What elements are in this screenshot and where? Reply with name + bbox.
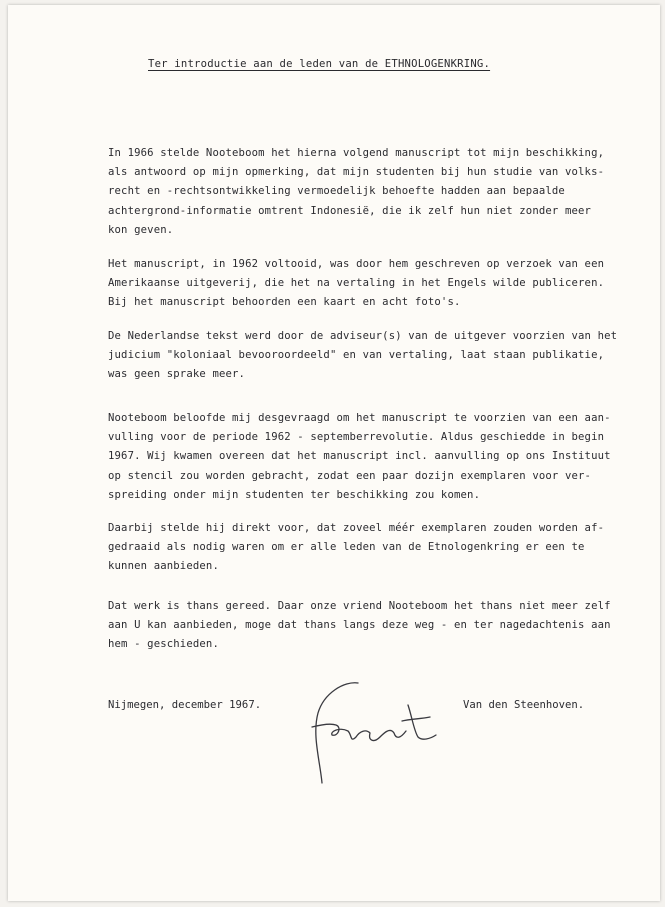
letter-sheet (8, 5, 660, 901)
paragraph-line: De Nederlandse tekst werd door de adviseur(s) van de uitgever voorzien van het (108, 330, 618, 342)
paragraph-2 (108, 255, 628, 313)
place-date: Nijmegen, december 1967. (108, 699, 262, 711)
paragraph-line: In 1966 stelde Nooteboom het hierna volgend manuscript tot mijn beschikking, (108, 147, 605, 159)
paragraph-line: Nooteboom beloofde mij desgevraagd om het manuscript te voorzien van een aan- (108, 412, 611, 424)
paragraph-line: kon geven. (108, 223, 174, 236)
paragraph-line: Daarbij stelde hij direkt voor, dat zoveel méér exemplaren zouden worden af- (108, 522, 605, 534)
paragraph-6 (108, 597, 628, 655)
signatory-name: Van den Steenhoven. (463, 699, 585, 711)
paragraph-line: Amerikaanse uitgeverij, die het na vertaling in het Engels wilde publiceren. (108, 277, 605, 290)
paragraph-line: hem - geschieden. (108, 638, 219, 651)
paragraph-line: kunnen aanbieden. (108, 560, 219, 573)
paragraph-line: recht en -rechtsontwikkeling vermoedelijk behoefte hadden aan bepaalde (108, 185, 565, 198)
handwritten-signature (296, 665, 446, 795)
paragraph-line: spreiding onder mijn studenten ter beschikking zou komen. (108, 488, 481, 501)
paragraph-line: achtergrond-informatie omtrent Indonesië, die ik zelf hun niet zonder meer (108, 204, 592, 217)
paragraph-line: vulling voor de periode 1962 - septemberrevolutie. Aldus geschiedde in begin (108, 431, 605, 444)
letter-title: Ter introductie aan de leden van de ETHNOLOGENKRING. (148, 58, 491, 70)
paragraph-line: Bij het manuscript behoorden een kaart en acht foto's. (108, 296, 461, 309)
paragraph-line: judicium "koloniaal bevooroordeeld" en van vertaling, laat staan publikatie, (108, 349, 605, 362)
paragraph-line: Dat werk is thans gereed. Daar onze vriend Nooteboom het thans niet meer zelf (108, 600, 611, 612)
paragraph-line: als antwoord op mijn opmerking, dat mijn studenten bij hun studie van volks- (108, 166, 605, 179)
paragraph-line: gedraaid als nodig waren om er alle leden van de Etnologenkring er een te (108, 541, 585, 554)
paragraph-line: aan U kan aanbieden, moge dat thans langs deze weg - en ter nagedachtenis aan (108, 619, 611, 632)
paragraph-line: was geen sprake meer. (108, 368, 246, 381)
paragraph-line: Het manuscript, in 1962 voltooid, was door hem geschreven op verzoek van een (108, 258, 605, 270)
paragraph-line: 1967. Wij kwamen overeen dat het manuscript incl. aanvulling op ons Instituut (108, 450, 611, 463)
paragraph-1 (108, 144, 628, 240)
paragraph-3 (108, 327, 628, 385)
paragraph-5 (108, 519, 628, 577)
paragraph-line: op stencil zou worden gebracht, zodat een paar dozijn exemplaren voor ver- (108, 469, 592, 482)
paragraph-4 (108, 409, 628, 505)
